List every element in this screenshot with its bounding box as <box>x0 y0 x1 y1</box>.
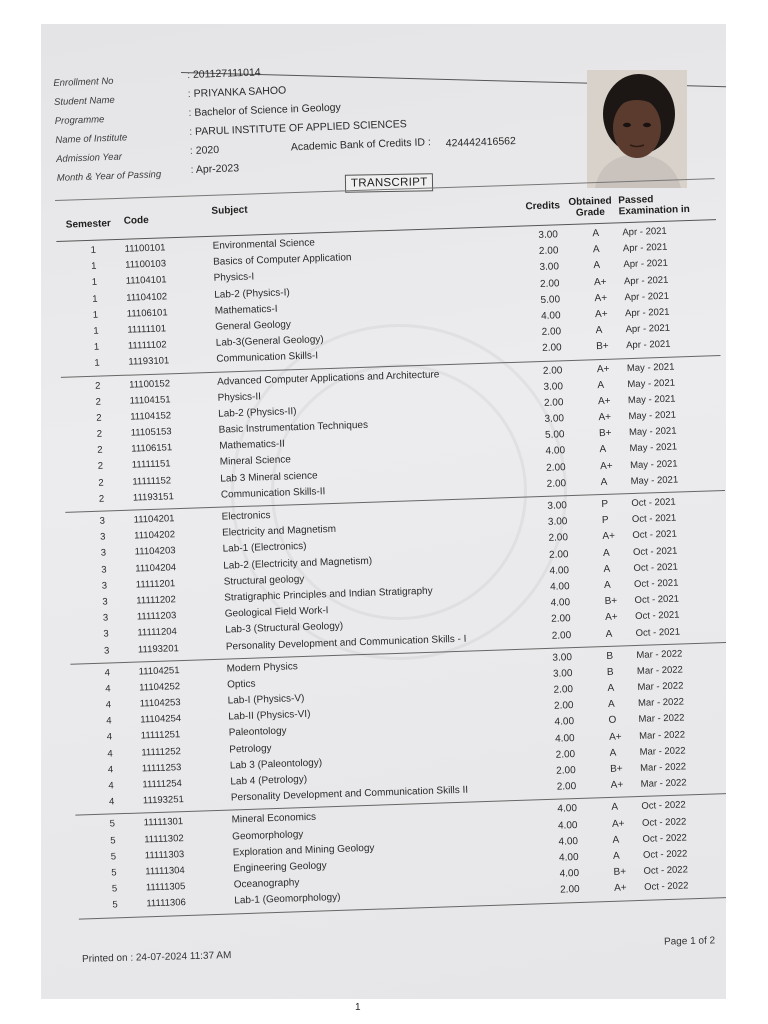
grade-cell: A+ <box>599 460 613 472</box>
passed-cell: May - 2021 <box>630 474 679 487</box>
code-cell: 11104201 <box>133 513 175 526</box>
code-cell: 11104254 <box>140 713 182 726</box>
semester-cell: 2 <box>98 493 105 505</box>
credits-cell: 4.00 <box>558 851 579 864</box>
code-cell: 11104102 <box>126 290 168 304</box>
passed-cell: Oct - 2021 <box>631 496 676 510</box>
code-cell: 11111101 <box>127 323 167 336</box>
code-cell: 11111304 <box>145 865 185 878</box>
code-cell: 11111202 <box>136 594 176 607</box>
passed-cell: Apr - 2021 <box>625 322 671 336</box>
semester-cell: 2 <box>98 477 104 489</box>
grade-cell: A <box>607 682 615 695</box>
code-cell: 11111151 <box>131 458 171 472</box>
subject-cell: Mathematics-I <box>214 303 278 317</box>
grade-cell: A+ <box>610 779 624 792</box>
student-info <box>53 53 617 187</box>
code-cell: 11111251 <box>140 729 181 742</box>
passed-cell: May - 2021 <box>627 393 676 406</box>
credits-cell: 3.00 <box>552 667 573 680</box>
subject-cell: General Geology <box>215 319 292 333</box>
code-cell: 11193151 <box>132 491 174 504</box>
semester-cell: 5 <box>112 899 118 911</box>
subject-cell: Personality Development and Communication Skills - I <box>225 633 467 653</box>
semester-cell: 5 <box>109 818 116 830</box>
semester-cell: 5 <box>111 867 117 879</box>
code-cell: 11193101 <box>128 355 170 368</box>
grade-cell: A+ <box>604 611 618 624</box>
subject-cell: Lab 3 Mineral science <box>220 470 318 485</box>
semester-cell: 5 <box>111 883 118 895</box>
admission-value: : 2020 <box>190 144 220 157</box>
code-cell: 11193201 <box>137 642 179 655</box>
passed-header-line1: Passed <box>618 194 654 207</box>
semester-cell: 4 <box>108 796 115 808</box>
credits-cell: 2.00 <box>555 748 576 761</box>
grade-header-line1: Obtained <box>568 195 612 208</box>
passed-cell: Mar - 2022 <box>636 664 684 677</box>
semester-cell: 4 <box>106 731 113 744</box>
credits-cell: 3.00 <box>543 380 564 393</box>
credits-cell: 4.00 <box>558 835 579 848</box>
passed-cell: May - 2021 <box>628 409 677 423</box>
code-cell: 11111201 <box>135 577 176 591</box>
grade-header-line2: Grade <box>575 206 606 219</box>
subject-header: Subject <box>211 204 248 217</box>
enrollment-label: Enrollment No <box>53 75 114 89</box>
programme-value: : Bachelor of Science in Geology <box>188 101 341 119</box>
grade-cell: A <box>593 260 601 272</box>
semester-cell: 2 <box>97 444 103 456</box>
code-cell: 11111253 <box>141 761 182 775</box>
enrollment-value: : 201127111014 <box>187 66 261 81</box>
semester-cell: 2 <box>96 412 102 424</box>
student-name-label: Student Name <box>53 94 115 108</box>
grade-cell: A+ <box>597 395 611 407</box>
code-cell: 11104151 <box>129 393 171 407</box>
grade-cell: A <box>595 325 603 337</box>
semester-cell: 2 <box>95 396 102 408</box>
grade-cell: P <box>601 498 609 511</box>
abc-label: Academic Bank of Credits ID : <box>290 136 432 154</box>
code-cell: 11111305 <box>145 881 186 894</box>
abc-value: 424442416562 <box>445 135 517 150</box>
subject-cell: Lab-1 (Electronics) <box>222 541 307 556</box>
transcript-paper <box>41 24 726 999</box>
subject-cell: Lab 3 (Paleontology) <box>229 757 323 772</box>
credits-cell: 2.00 <box>559 884 580 896</box>
grade-cell: A <box>609 747 617 759</box>
credits-cell: 4.00 <box>557 819 578 832</box>
semester-cell: 4 <box>107 748 113 760</box>
subject-cell: Oceanography <box>233 877 300 891</box>
code-cell: 11100152 <box>128 377 171 391</box>
semester-cell: 2 <box>94 380 101 392</box>
credits-cell: 3.00 <box>544 413 565 425</box>
code-cell: 11104253 <box>139 697 181 710</box>
page-indicator: Page 1 of 2 <box>663 935 716 948</box>
credits-cell: 2.00 <box>546 478 567 490</box>
semester-cell: 5 <box>110 851 117 863</box>
semester-header: Semester <box>65 218 112 231</box>
passed-cell: Oct - 2021 <box>635 626 681 639</box>
code-cell: 11104203 <box>134 545 176 558</box>
institute-label: Name of Institute <box>55 132 128 146</box>
student-name-value: : PRIYANKA SAHOO <box>188 84 287 100</box>
credits-cell: 2.00 <box>542 342 562 355</box>
admission-label: Admission Year <box>55 151 123 165</box>
grade-cell: B+ <box>604 595 618 608</box>
transcript-title: TRANSCRIPT <box>345 173 434 193</box>
grade-cell: A+ <box>596 363 610 375</box>
grade-cell: A+ <box>593 276 607 288</box>
subject-cell: Electronics <box>221 510 271 523</box>
grades-table <box>55 178 726 919</box>
credits-cell: 4.00 <box>554 732 575 745</box>
passed-cell: Oct - 2022 <box>642 848 688 861</box>
subject-cell: Paleontology <box>228 726 287 739</box>
grade-cell: A+ <box>598 411 612 424</box>
code-cell: 11111301 <box>143 816 184 829</box>
code-cell: 11111303 <box>144 848 185 862</box>
passed-cell: May - 2021 <box>628 425 677 439</box>
passed-cell: Mar - 2022 <box>638 729 686 742</box>
passed-cell: Mar - 2022 <box>639 745 686 758</box>
passed-cell: Apr - 2021 <box>624 306 670 320</box>
grade-cell: A <box>605 628 613 640</box>
semester-cell: 2 <box>97 460 104 473</box>
subject-cell: Lab-2 (Physics-II) <box>218 405 297 420</box>
credits-cell: 2.00 <box>545 461 566 474</box>
passed-cell: Apr - 2021 <box>622 241 668 255</box>
passed-cell: Mar - 2022 <box>639 761 687 774</box>
credits-cell: 3.00 <box>547 516 568 529</box>
credits-cell: 2.00 <box>542 364 563 377</box>
credits-cell: 2.00 <box>551 613 571 626</box>
semester-cell: 4 <box>106 715 112 727</box>
passing-value: : Apr-2023 <box>190 162 239 176</box>
code-cell: 11104101 <box>125 274 167 288</box>
semester-cell: 1 <box>93 341 100 353</box>
passed-header-line2: Examination in <box>618 203 690 218</box>
passed-cell: Mar - 2022 <box>636 648 683 661</box>
credits-cell: 4.00 <box>540 310 561 322</box>
passed-cell: Oct - 2022 <box>641 815 687 829</box>
code-cell: 11104251 <box>138 664 180 678</box>
code-cell: 11104202 <box>134 529 176 542</box>
grade-cell: A <box>607 698 615 711</box>
subject-cell: Environmental Science <box>212 237 316 252</box>
passed-cell: Oct - 2022 <box>643 880 689 894</box>
subject-cell: Lab-I (Physics-V) <box>227 693 305 707</box>
grade-cell: A <box>592 244 600 256</box>
passed-cell: Mar - 2022 <box>637 680 684 694</box>
passed-cell: May - 2021 <box>626 361 675 374</box>
subject-cell: Lab-2 (Electricity and Magnetism) <box>223 555 373 572</box>
semester-cell: 3 <box>103 628 109 640</box>
grade-cell: A+ <box>613 882 627 895</box>
semester-cell: 3 <box>100 547 107 560</box>
code-cell: 11100101 <box>124 242 166 255</box>
passed-cell: Oct - 2021 <box>632 545 678 558</box>
subject-cell: Mathematics-II <box>219 438 285 452</box>
grade-cell: A <box>612 834 620 846</box>
subject-cell: Advanced Computer Applications and Architecture <box>216 368 440 388</box>
credits-cell: 2.00 <box>551 629 572 642</box>
code-cell: 11111152 <box>132 474 172 488</box>
credits-cell: 4.00 <box>554 716 575 729</box>
semester-cell: 1 <box>91 277 98 289</box>
credits-cell: 4.00 <box>559 868 580 880</box>
subject-cell: Basics of Computer Application <box>212 252 352 268</box>
passed-cell: Oct - 2022 <box>641 799 686 813</box>
subject-cell: Lab-1 (Geomorphology) <box>234 892 341 907</box>
grade-cell: A <box>597 379 605 391</box>
credits-cell: 4.00 <box>557 803 578 816</box>
subject-cell: Personality Development and Communication Skills II <box>230 784 469 804</box>
grade-cell: A <box>599 444 607 456</box>
passed-cell: Oct - 2021 <box>634 593 680 607</box>
semester-cell: 1 <box>93 325 99 337</box>
semester-cell: 3 <box>102 612 109 624</box>
subject-cell: Physics-II <box>217 390 262 404</box>
passed-cell: Apr - 2021 <box>625 338 671 352</box>
subject-cell: Communication Skills-II <box>220 486 326 501</box>
credits-cell: 2.00 <box>548 548 569 561</box>
subject-cell: Stratigraphic Principles and Indian Stratigraphy <box>224 585 433 604</box>
credits-header: Credits <box>525 200 561 213</box>
semester-cell: 1 <box>90 244 97 256</box>
grade-cell: B <box>606 650 614 662</box>
semester-group <box>70 643 726 816</box>
semester-cell: 1 <box>92 309 99 321</box>
subject-cell: Exploration and Mining Geology <box>232 842 375 859</box>
code-cell: 11111204 <box>137 626 178 639</box>
subject-cell: Lab-II (Physics-VI) <box>228 709 311 723</box>
grade-cell: A+ <box>594 292 608 304</box>
credits-cell: 5.00 <box>540 294 561 306</box>
student-photo <box>587 70 687 188</box>
credits-cell: 2.00 <box>553 700 574 712</box>
semester-group <box>65 491 726 664</box>
grade-header <box>568 196 612 219</box>
subject-cell: Modern Physics <box>226 660 298 675</box>
passed-cell: Apr - 2021 <box>623 274 669 287</box>
passed-cell: Oct - 2021 <box>631 512 677 526</box>
passing-label: Month & Year of Passing <box>56 169 162 184</box>
grade-cell: A+ <box>594 308 608 321</box>
subject-cell: Optics <box>226 678 256 691</box>
semester-group <box>75 794 726 919</box>
passed-cell: Apr - 2021 <box>624 290 670 303</box>
grade-cell: P <box>601 515 609 527</box>
semester-cell: 4 <box>105 699 112 711</box>
subject-cell: Petrology <box>229 742 272 756</box>
passed-cell: Oct - 2021 <box>633 561 679 574</box>
code-cell: 11105153 <box>130 426 172 439</box>
semester-cell: 4 <box>108 780 114 792</box>
credits-cell: 2.00 <box>556 765 576 777</box>
semester-cell: 3 <box>99 515 106 527</box>
semester-cell: 2 <box>96 428 103 440</box>
credits-cell: 3.00 <box>539 261 560 274</box>
grade-cell: O <box>608 715 617 727</box>
code-cell: 11111306 <box>146 897 187 910</box>
credits-cell: 2.00 <box>548 532 569 545</box>
code-cell: 11106101 <box>126 307 168 320</box>
subject-cell: Communication Skills-I <box>216 350 319 366</box>
grade-cell: A+ <box>611 818 625 830</box>
code-cell: 11111203 <box>136 610 177 623</box>
grade-cell: B+ <box>598 427 612 440</box>
passed-cell: Apr - 2021 <box>622 225 667 239</box>
subject-cell: Mineral Economics <box>231 812 317 826</box>
semester-cell: 4 <box>104 667 111 679</box>
grade-cell: A <box>611 802 619 814</box>
semester-cell: 3 <box>101 564 107 576</box>
passed-cell: May - 2021 <box>629 441 678 455</box>
semester-cell: 3 <box>100 531 106 543</box>
credits-cell: 2.00 <box>543 397 564 409</box>
passed-cell: May - 2021 <box>627 377 676 390</box>
grade-cell: A+ <box>608 731 622 743</box>
subject-cell: Lab 4 (Petrology) <box>230 773 308 788</box>
programme-label: Programme <box>54 114 105 127</box>
code-cell: 11104252 <box>139 680 181 694</box>
code-cell: 11100103 <box>125 258 167 271</box>
table-body <box>56 220 726 919</box>
semester-group <box>56 220 720 377</box>
subject-cell: Lab-2 (Physics-I) <box>214 286 290 301</box>
credits-cell: 4.00 <box>549 564 570 577</box>
passed-cell: Mar - 2022 <box>640 777 687 791</box>
passed-cell: Oct - 2022 <box>642 832 688 845</box>
grade-cell: B+ <box>613 866 627 878</box>
semester-cell: 1 <box>92 293 98 305</box>
subject-cell: Structural geology <box>223 573 305 588</box>
passed-cell: Oct - 2021 <box>633 577 679 590</box>
grade-cell: B <box>606 666 614 678</box>
semester-cell: 1 <box>94 357 100 370</box>
semester-cell: 3 <box>101 580 108 592</box>
credits-cell: 2.00 <box>556 781 577 793</box>
code-cell: 11111102 <box>127 339 167 352</box>
semester-cell: 4 <box>107 764 114 776</box>
credits-cell: 3.00 <box>552 651 573 664</box>
grade-cell: A <box>600 476 608 488</box>
credits-cell: 2.00 <box>541 326 562 339</box>
passed-cell: Oct - 2022 <box>643 864 689 877</box>
subject-cell: Geomorphology <box>232 828 304 843</box>
passed-header <box>618 193 690 217</box>
subject-cell: Mineral Science <box>219 454 292 469</box>
subject-cell: Physics-I <box>213 271 255 285</box>
code-cell: 11193251 <box>142 794 184 807</box>
credits-cell: 5.00 <box>544 429 565 442</box>
credits-cell: 4.00 <box>545 445 566 458</box>
grade-cell: A <box>592 227 600 240</box>
credits-cell: 3.00 <box>538 229 559 241</box>
grade-cell: A <box>603 563 611 575</box>
code-cell: 11104152 <box>130 410 172 423</box>
institute-value: : PARUL INSTITUTE OF APPLIED SCIENCES <box>189 118 407 138</box>
code-header: Code <box>123 214 149 227</box>
subject-cell: Engineering Geology <box>233 860 327 875</box>
semester-cell: 5 <box>110 834 116 847</box>
credits-cell: 4.00 <box>549 581 570 593</box>
semester-cell: 1 <box>91 260 97 273</box>
code-cell: 11104204 <box>135 561 177 575</box>
grade-cell: A+ <box>602 530 616 543</box>
credits-cell: 2.00 <box>553 684 574 696</box>
subject-cell: Electricity and Magnetism <box>221 524 337 539</box>
passed-cell: Mar - 2022 <box>638 712 685 726</box>
credits-cell: 4.00 <box>550 597 571 609</box>
credits-cell: 2.00 <box>538 245 559 258</box>
semester-cell: 3 <box>102 596 108 608</box>
grade-cell: A <box>612 850 620 862</box>
grade-cell: B+ <box>595 341 609 353</box>
code-cell: 11111252 <box>141 745 181 759</box>
subject-cell: Lab-3(General Geology) <box>215 334 324 349</box>
passed-cell: May - 2021 <box>629 458 678 471</box>
code-cell: 11111302 <box>144 832 184 845</box>
semester-cell: 3 <box>103 644 110 657</box>
passed-cell: Oct - 2021 <box>634 609 680 623</box>
credits-cell: 3.00 <box>547 500 568 512</box>
subject-cell: Geological Field Work-I <box>224 605 329 620</box>
passed-cell: Apr - 2021 <box>623 258 669 271</box>
code-cell: 11106151 <box>131 442 173 455</box>
semester-cell: 4 <box>105 683 111 695</box>
passed-cell: Mar - 2022 <box>637 696 685 710</box>
printed-on: Printed on : 24-07-2024 11:37 AM <box>81 950 232 965</box>
grade-cell: B+ <box>610 763 623 775</box>
grade-cell: A <box>602 547 610 559</box>
subject-cell: Basic Instrumentation Techniques <box>218 419 369 436</box>
code-cell: 11111254 <box>142 778 183 791</box>
credits-cell: 2.00 <box>539 277 560 290</box>
passed-cell: Oct - 2021 <box>632 528 677 542</box>
semester-group <box>61 356 725 513</box>
page-number: 1 <box>355 1002 361 1013</box>
grade-cell: A <box>603 579 611 591</box>
subject-cell: Lab-3 (Structural Geology) <box>225 620 344 636</box>
